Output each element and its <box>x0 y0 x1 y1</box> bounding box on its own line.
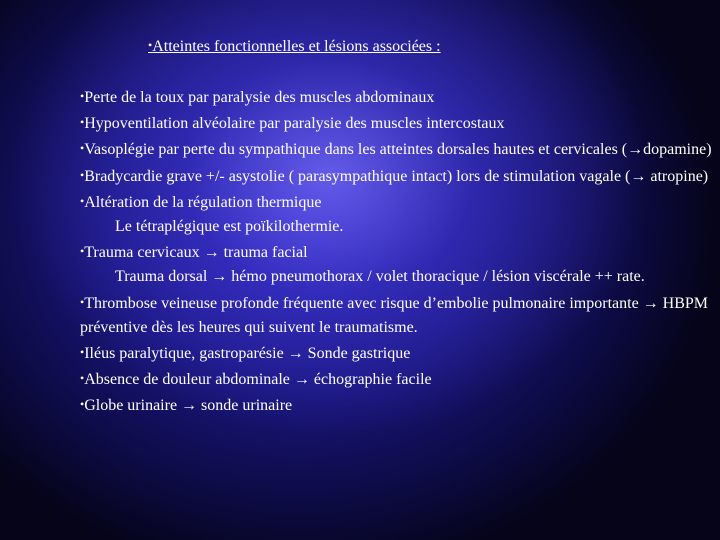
list-subitem: Trauma dorsal → hémo pneumothorax / volet thoracique / lésion viscérale ++ rate. <box>115 268 645 286</box>
bullet-icon: • <box>80 244 85 259</box>
slide-body <box>80 84 716 419</box>
slide-title <box>148 38 441 56</box>
list-item: •Perte de la toux par paralysie des muscles abdominaux <box>80 89 435 106</box>
slide-title-text: Atteintes fonctionnelles et lésions associées : <box>152 38 441 55</box>
list-item: •Trauma cervicaux → trauma facial <box>80 244 308 262</box>
bullet-icon: • <box>80 193 85 208</box>
list-subitem: Le tétraplégique est poïkilothermie. <box>115 218 344 236</box>
bullet-icon: • <box>80 141 85 156</box>
list-item: •Globe urinaire → sonde urinaire <box>80 397 293 415</box>
bullet-icon: • <box>148 38 153 52</box>
bullet-icon: • <box>80 397 85 412</box>
bullet-icon: • <box>80 345 85 360</box>
list-item: •Iléus paralytique, gastroparésie → Sonde gastrique <box>80 345 411 363</box>
bullet-icon: • <box>80 371 85 386</box>
bullet-icon: • <box>80 294 85 309</box>
list-item: •Vasoplégie par perte du sympathique dans les atteintes dorsales hautes et cervicales (→dopamine) <box>80 141 712 159</box>
list-item: •Hypoventilation alvéolaire par paralysie des muscles intercostaux <box>80 115 505 133</box>
list-item: •Absence de douleur abdominale → échographie facile <box>80 371 432 389</box>
bullet-icon: • <box>80 89 85 103</box>
list-item: •Altération de la régulation thermique <box>80 193 322 211</box>
list-item: •Bradycardie grave +/- asystolie ( parasympathique intact) lors de stimulation vagale (→ atropine) <box>80 167 709 185</box>
bullet-icon: • <box>80 167 85 182</box>
list-item: •Thrombose veineuse profonde fréquente avec risque d’embolie pulmonaire importante → HBPM préventive dès les heures qui suivent le traumatisme. <box>80 294 709 336</box>
bullet-icon: • <box>80 115 85 130</box>
